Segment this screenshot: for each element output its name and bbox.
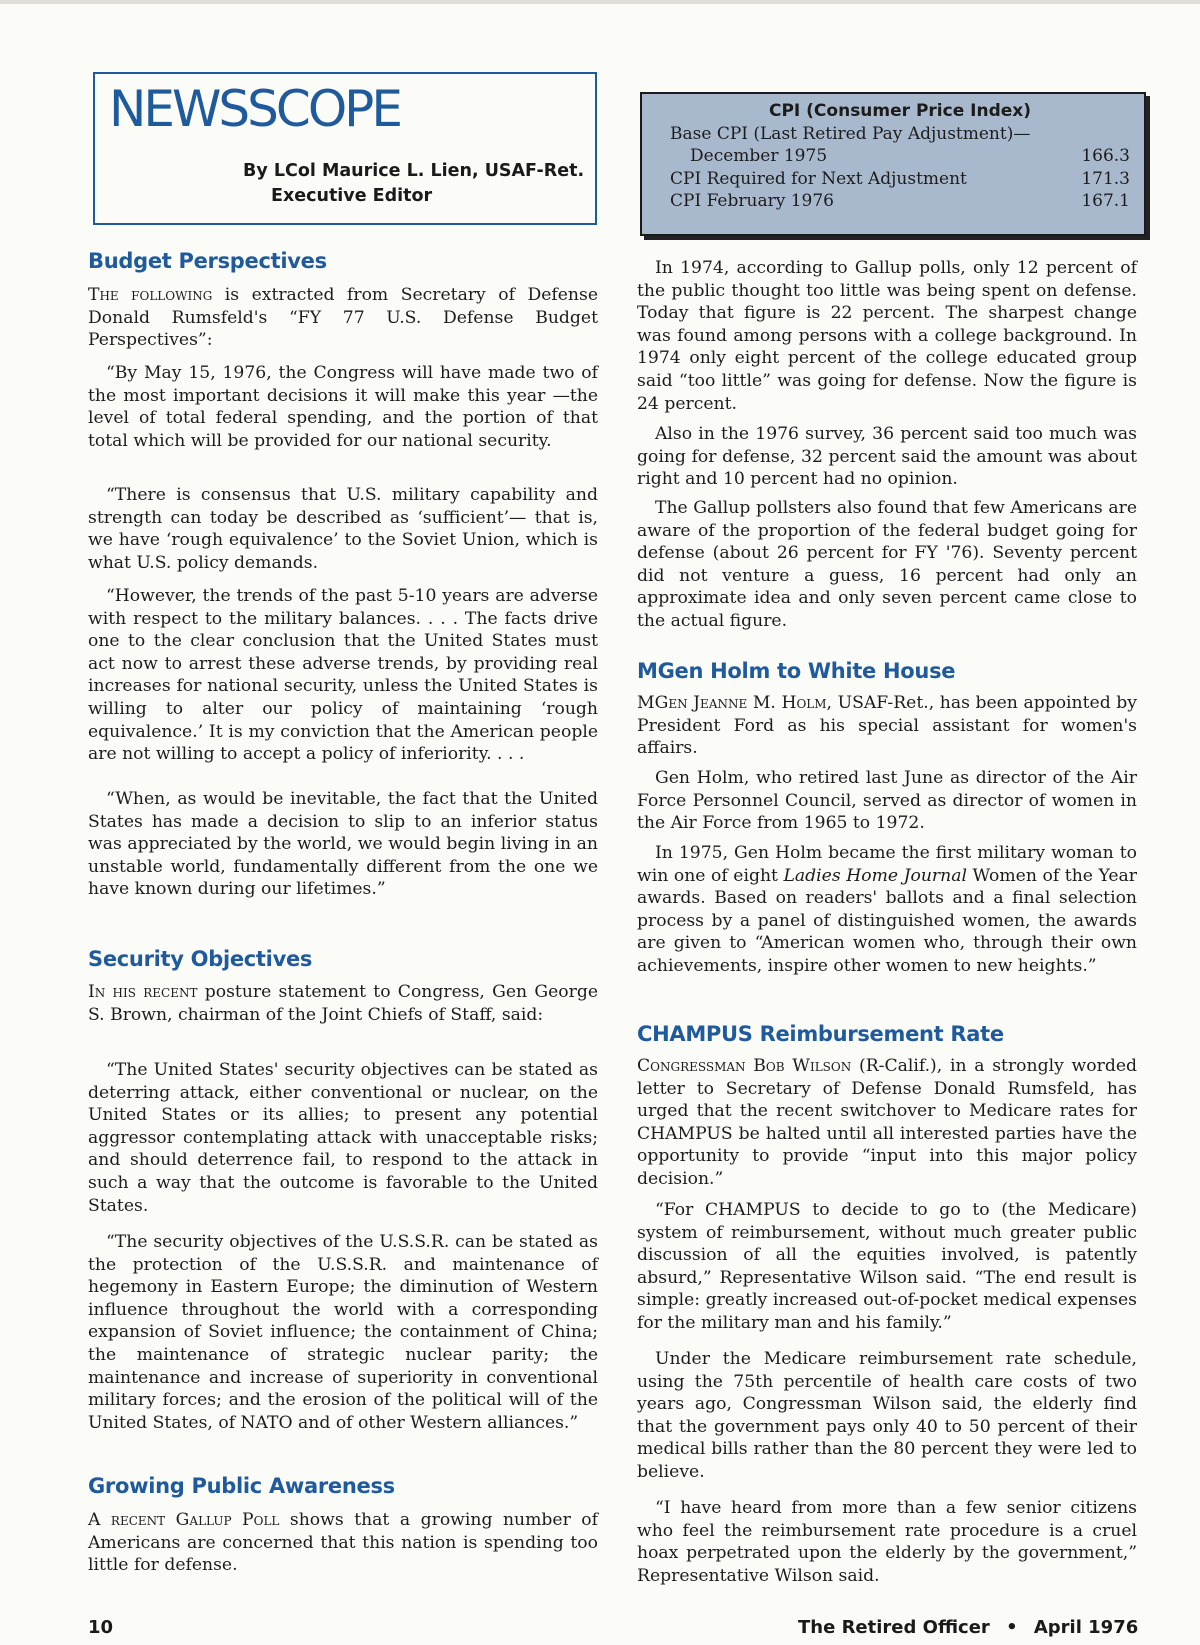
security-paragraph: “The security objectives of the U.S.S.R. can be stated as the protection of the U.S.S.R. and maintenance of hegemony in Eastern Europe; the diminution of Western influence throughout the world with a corresponding expansion of Soviet influence; the containment of China; the maintenance of strategic nuclear parity; the maintenance and increase of superiority in conventional military forces; and the erosion of the political will of the United States, of NATO and of other Western alliances.” — [88, 1232, 598, 1433]
publication-name: The Retired Officer — [798, 1617, 990, 1638]
holm-paragraph — [637, 692, 1137, 760]
newsscope-masthead — [93, 72, 597, 225]
cpi-title: CPI (Consumer Price Index) — [768, 101, 1032, 121]
cpi-label: CPI Required for Next Adjustment — [670, 168, 967, 189]
cpi-label: Base CPI (Last Retired Pay Adjustment)— — [670, 123, 1031, 144]
awareness-paragraph — [88, 1509, 598, 1577]
byline — [243, 159, 584, 209]
lead-caps: The following — [88, 285, 213, 305]
lead-caps: In his recent — [88, 982, 198, 1002]
magazine-title: Ladies Home Journal — [783, 865, 967, 886]
cpi-label: CPI February 1976 — [670, 191, 834, 211]
champus-paragraph: Under the Medicare reimbursement rate schedule, using the 75th percentile of health care costs of two years ago, Congressman Wilson said, the elderly find that the government pays only 40 to 50 percent of their medical bills rather than the 80 percent they were led to believe. — [637, 1349, 1137, 1482]
budget-heading: Budget Perspectives — [88, 249, 327, 273]
security-paragraph — [88, 981, 598, 1026]
page-number: 10 — [88, 1617, 114, 1638]
cpi-row — [670, 123, 1130, 146]
champus-paragraph: “I have heard from more than a few senior citizens who feel the reimbursement rate procedure is a cruel hoax perpetrated upon the elderly by the government,” Representative Wilson said. — [637, 1498, 1137, 1586]
lead-caps: A recent Gallup Poll — [88, 1510, 280, 1530]
budget-paragraph: “By May 15, 1976, the Congress will have made two of the most important decisions it will make this year —the level of total federal spending, and the portion of that total which will be provided for our national security. — [88, 363, 598, 451]
holm-paragraph: Gen Holm, who retired last June as director of the Air Force Personnel Council, served as director of women in the Air Force from 1965 to 1972. — [637, 768, 1137, 834]
cpi-row — [670, 190, 1130, 213]
budget-paragraph: “There is consensus that U.S. military capability and strength can today be described as ‘sufficient’— that is, we have ‘rough equivalence’ to the Soviet Union, which is what U.S. policy demands. — [88, 485, 598, 573]
awareness-heading: Growing Public Awareness — [88, 1474, 395, 1498]
newsscope-logo: NEWSSCOPE — [109, 80, 400, 138]
cpi-value: 171.3 — [1081, 168, 1130, 189]
byline-title: Executive Editor — [271, 186, 433, 206]
security-paragraph: “The United States' security objectives can be stated as deterring attack, either conventional or nuclear, on the United States or its allies; to present any potential aggressor contemplating attack with unacceptable risks; and should deterrence fail, to respond to the attack in such a way that the outcome is favorable to the United States. — [88, 1060, 598, 1216]
cpi-value: 167.1 — [1081, 191, 1130, 211]
champus-paragraph — [637, 1055, 1137, 1191]
footer-bullet: • — [1006, 1617, 1018, 1638]
byline-author: By LCol Maurice L. Lien, USAF-Ret. — [243, 161, 585, 181]
paragraph-text: posture statement to Congress, Gen George S. Brown, chairman of the Joint Chiefs of Staff, said: — [88, 982, 598, 1025]
cpi-label: December 1975 — [690, 146, 828, 166]
paragraph-text: In 1975, Gen Holm became the first military woman to win one of eight — [637, 843, 1137, 886]
champus-heading: CHAMPUS Reimbursement Rate — [637, 1022, 1004, 1046]
footer-publication — [798, 1617, 1138, 1638]
paragraph-text: , USAF-Ret., has been appointed by President Ford as his special assistant for women's affairs. — [637, 693, 1137, 759]
budget-paragraph — [88, 284, 598, 352]
issue-date: April 1976 — [1033, 1617, 1139, 1638]
cpi-row — [670, 168, 1130, 191]
cpi-row — [670, 145, 1130, 168]
awareness-paragraph: In 1974, according to Gallup polls, only 12 percent of the public thought too little was being spent on defense. Today that figure is 22 percent. The sharpest change was found among persons with a college background. In 1974 only eight percent of the college educated group said “too little” was going for defense. Now the figure is 24 percent. — [637, 258, 1137, 414]
lead-caps: MGen Jeanne M. Holm — [637, 693, 827, 713]
paragraph-text: shows that a growing number of Americans are concerned that this nation is spending too little for defense. — [88, 1510, 599, 1576]
lead-caps: Congressman Bob Wilson — [637, 1056, 852, 1076]
cpi-value: 166.3 — [1081, 146, 1130, 166]
cpi-box — [640, 92, 1146, 236]
paragraph-text: Women of the Year awards. Based on readers' ballots and a final selection process by a panel of distinguished women, the awards are given to “American women who, through their own achievements, inspire other women to new heights.” — [637, 865, 1137, 976]
budget-paragraph: “However, the trends of the past 5-10 years are adverse with respect to the military balances. . . . The facts drive one to the clear conclusion that the United States must act now to arrest these adverse trends, by providing real increases for national security, unless the United States is willing to alter our policy of maintaining ‘rough equivalence.’ It is my conviction that the American people are not willing to accept a policy of inferiority. . . . — [88, 586, 598, 765]
paragraph-text: is extracted from Secretary of Defense Donald Rumsfeld's “FY 77 U.S. Defense Budget Perspectives”: — [88, 285, 598, 351]
budget-paragraph: “When, as would be inevitable, the fact that the United States has made a decision to slip to an inferior status was appreciated by the world, we would begin living in an unstable world, fundamentally different from the one we have known during our lifetimes.” — [88, 789, 598, 900]
holm-paragraph — [637, 842, 1137, 978]
security-heading: Security Objectives — [88, 947, 313, 971]
paragraph-text: (R-Calif.), in a strongly worded letter to Secretary of Defense Donald Rumsfeld, has urged that the recent switchover to Medicare rates for CHAMPUS be halted until all interested parties have the opportunity to provide “input into this major policy decision.” — [637, 1056, 1137, 1189]
awareness-paragraph: Also in the 1976 survey, 36 percent said too much was going for defense, 32 percent said the amount was about right and 10 percent had no opinion. — [637, 424, 1137, 490]
champus-paragraph: “For CHAMPUS to decide to go to (the Medicare) system of reimbursement, without much greater public discussion of all the equities involved, is patently absurd,” Representative Wilson said. “The end result is simple: greatly increased out-of-pocket medical expenses for the military man and his family.” — [637, 1200, 1137, 1333]
page-top-rule — [0, 0, 1200, 4]
holm-heading: MGen Holm to White House — [637, 659, 956, 683]
awareness-paragraph: The Gallup pollsters also found that few Americans are aware of the proportion of the federal budget going for defense (about 26 percent for FY '76). Seventy percent did not venture a guess, 16 percent had only an approximate idea and only seven percent came close to the actual figure. — [637, 498, 1137, 631]
